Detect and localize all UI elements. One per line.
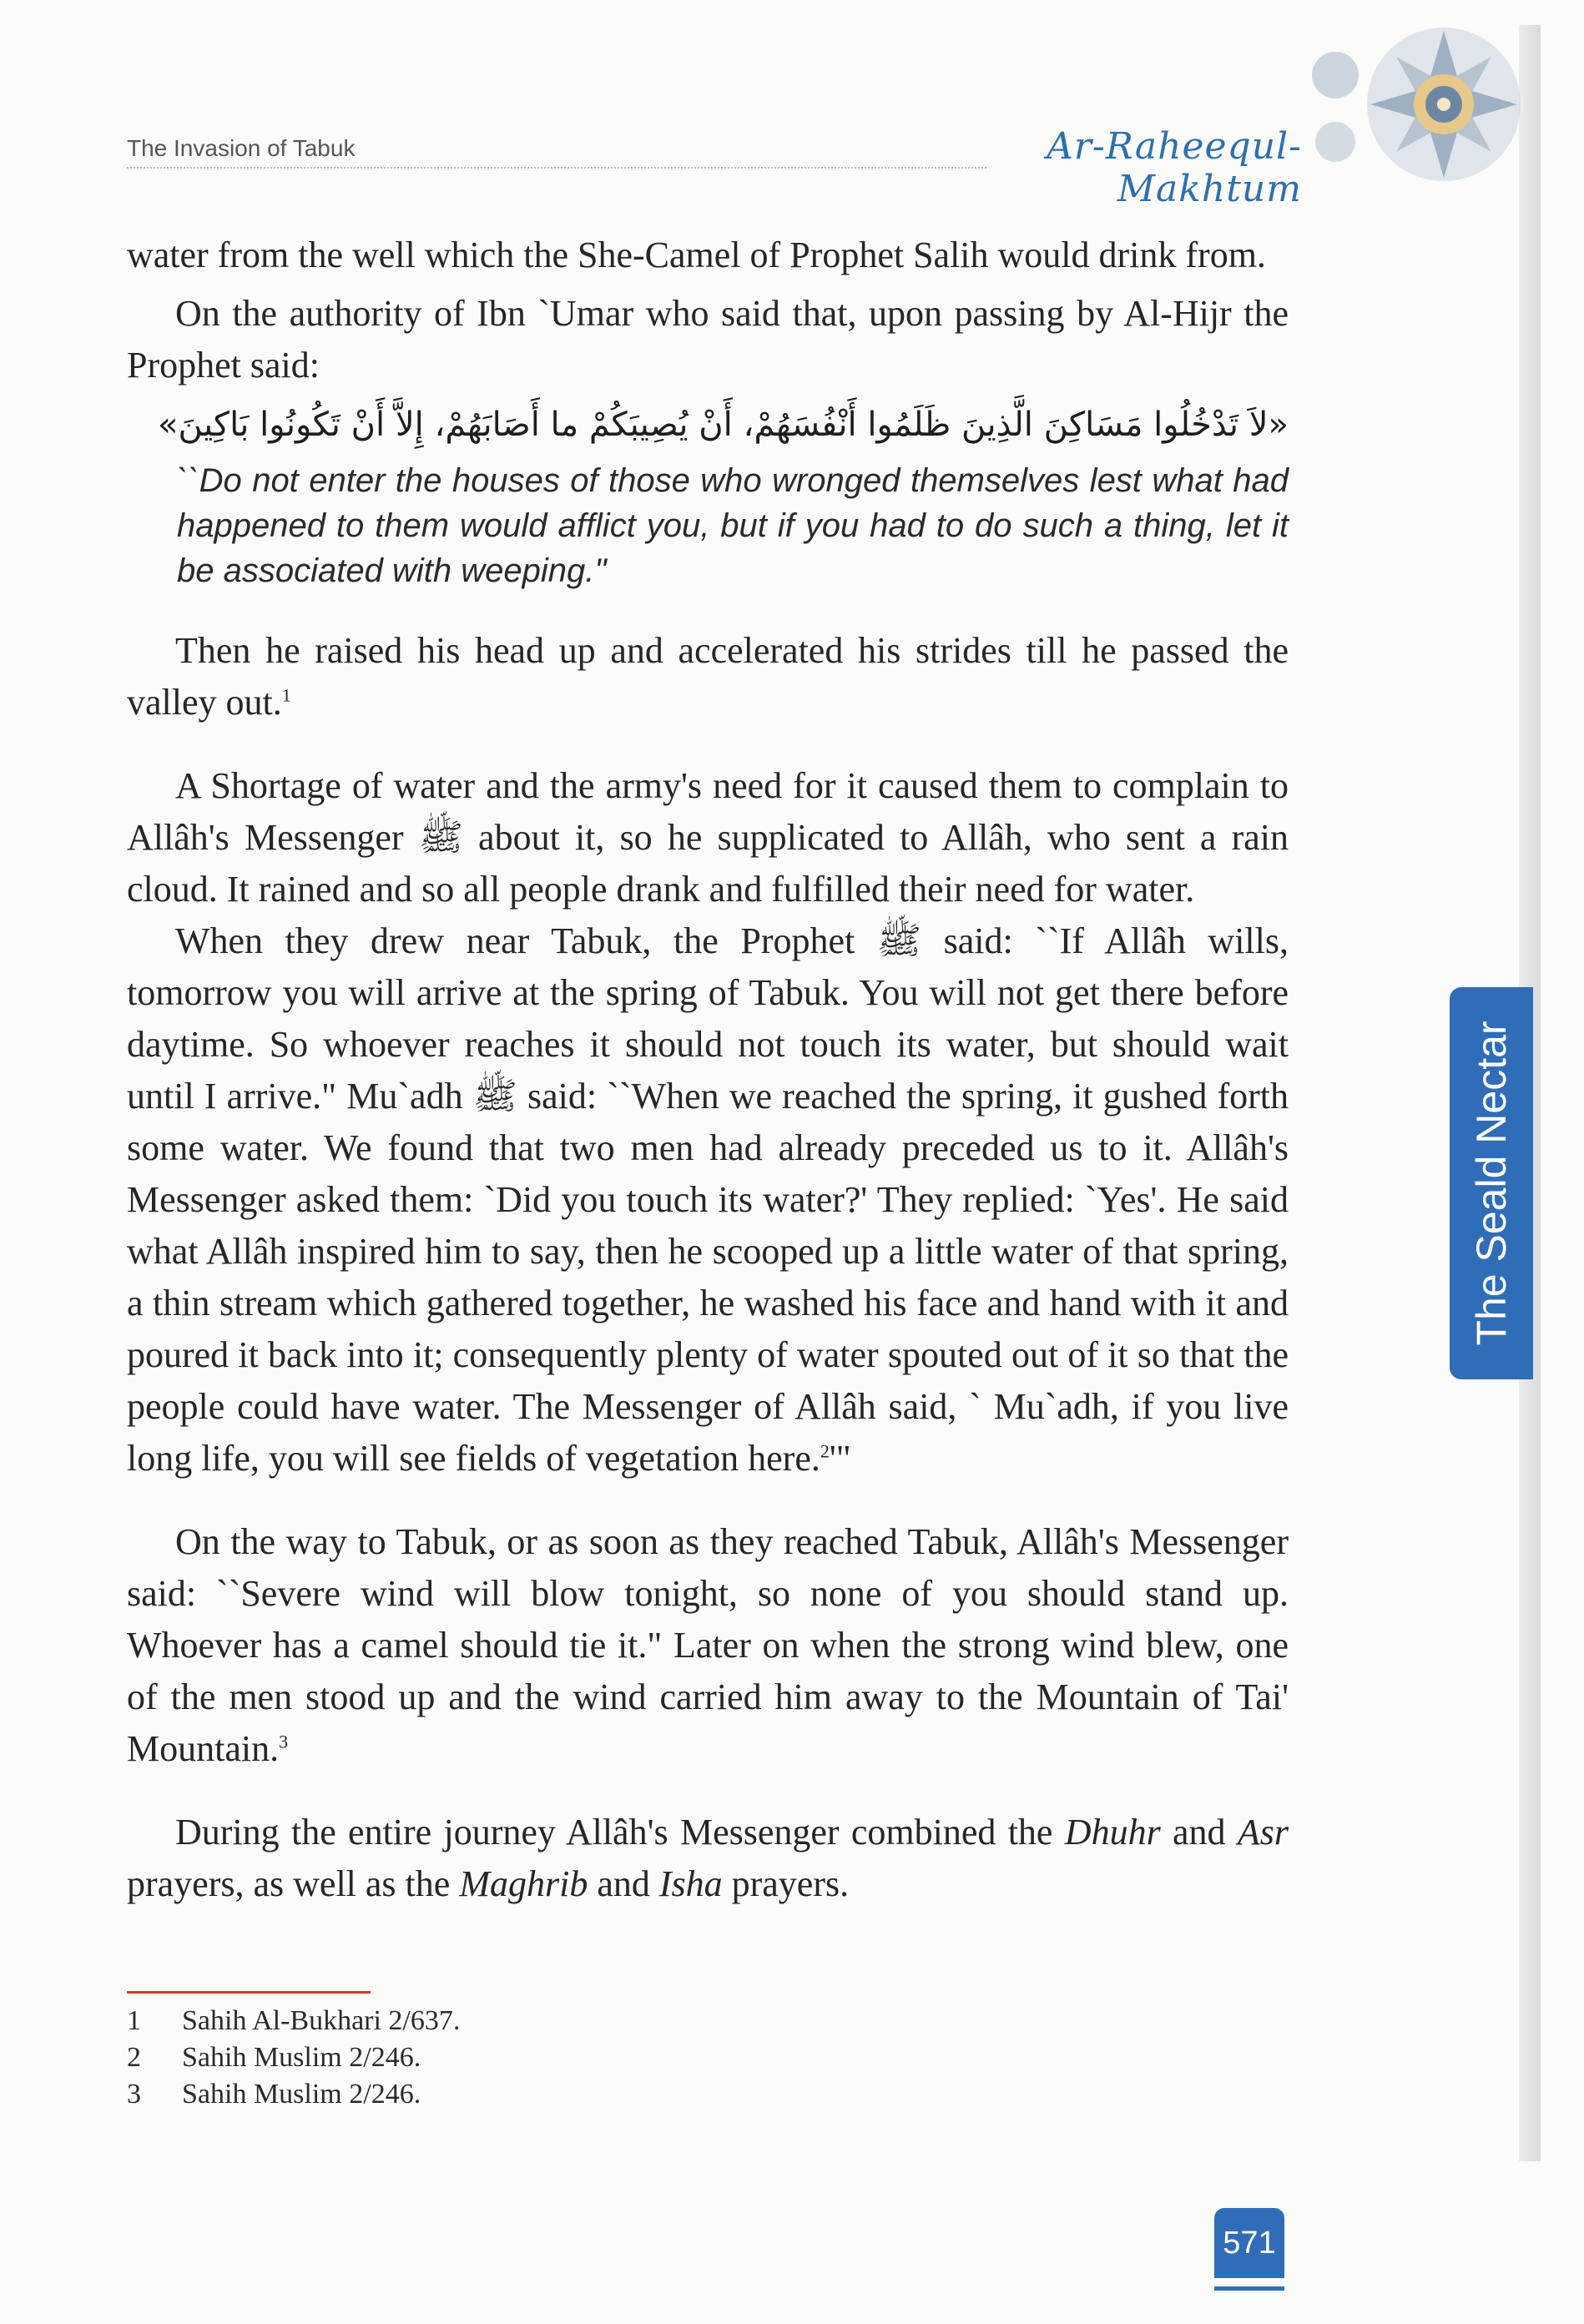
footnotes xyxy=(127,2003,460,2113)
term-asr: Asr xyxy=(1237,1812,1289,1853)
paragraph xyxy=(127,915,1289,1485)
paragraph xyxy=(127,1516,1289,1775)
footnote-separator xyxy=(127,1991,371,1994)
running-header-book-title: Ar-Raheequl-Makhtum xyxy=(1047,125,1302,210)
term-isha: Isha xyxy=(658,1863,723,1904)
page-number-underline xyxy=(1214,2286,1284,2291)
page-number: 571 xyxy=(1214,2208,1284,2278)
footnote-number: 3 xyxy=(127,2079,141,2110)
term-dhuhr: Dhuhr xyxy=(1064,1812,1161,1853)
footnote-number: 2 xyxy=(127,2042,141,2073)
paragraph-text: When they drew near Tabuk, the Prophet ﷺ said: ``If Allâh wills, tomorrow you will arrive at the spring of Tabuk. You will not get there before daytime. So whoever reaches it should not touch its water, but should wait until I arrive." Mu`adh ﷺ said: ``When we reached the spring, it gushed forth some water. We found that two men had already preceded us to it. Allâh's Messenger asked them: `Did you touch its water?' They replied: `Yes'. He said what Allâh inspired him to say, then he scooped up a little water of that spring, a thin stream which gathered together, he washed his face and hand with it and poured it back into it; consequently plenty of water spouted out of it so that the people could have water. The Messenger of Allâh said, ` Mu`adh, if you live long life, you will see fields of vegetation here. xyxy=(127,920,1289,1479)
running-header-chapter: The Invasion of Tabuk xyxy=(127,135,356,161)
footnote-number: 1 xyxy=(127,2005,141,2036)
paragraph-text: During the entire journey Allâh's Messenger combined the xyxy=(175,1812,1065,1853)
paragraph xyxy=(127,1807,1289,1910)
footnote-text: Sahih Muslim 2/246. xyxy=(182,2042,421,2073)
footnote-item xyxy=(127,2003,460,2039)
hadith-translation: ``Do not enter the houses of those who wronged themselves lest what had happened to them would afflict you, but if you had to do such a thing, let it be associated with weeping." xyxy=(177,462,1289,589)
footnote-text: Sahih Al-Bukhari 2/637. xyxy=(182,2005,461,2036)
footnote-ref[interactable]: 2 xyxy=(820,1440,830,1462)
arabic-hadith: «لاَ تَدْخُلُوا مَسَاكِنَ الَّذِينَ ظَلَمُوا أَنْفُسَهُمْ، أَنْ يُصِيبَكُمْ ما أَصَابَهُمْ، إِلاَّ أَنْ تَكُونُوا بَاكِينَ» xyxy=(158,406,1289,444)
footnote-ref[interactable]: 1 xyxy=(281,684,291,706)
paragraph-text: prayers. xyxy=(722,1863,850,1904)
header-dotted-rule xyxy=(127,167,986,169)
section-side-tab xyxy=(1450,987,1533,1379)
paragraph-text: and xyxy=(588,1863,659,1904)
paragraph: water from the well which the She-Camel of Prophet Salih would drink from. xyxy=(127,234,1266,275)
footnote-text: Sahih Muslim 2/246. xyxy=(182,2079,421,2110)
footnote-item xyxy=(127,2076,460,2113)
side-tab-label: The Seald Nectar xyxy=(1468,1021,1515,1346)
term-maghrib: Maghrib xyxy=(459,1863,588,1904)
closing-quote: '" xyxy=(829,1438,851,1479)
paragraph-text: On the way to Tabuk, or as soon as they reached Tabuk, Allâh's Messenger said: ``Severe wind will blow tonight, so none of you should stand up. Whoever has a camel should tie it." Later on when the strong wind blew, one of the men stood up and the wind carried him away to the Mountain of Tai' Mountain. xyxy=(127,1521,1289,1769)
paragraph xyxy=(127,625,1289,728)
paragraph: On the authority of Ibn `Umar who said that, upon passing by Al-Hijr the Prophet said: xyxy=(127,293,1289,386)
arabesque-ornament-icon xyxy=(1302,25,1544,200)
paragraph-text: Then he raised his head up and accelerated his strides till he passed the valley out. xyxy=(127,630,1289,723)
body-text xyxy=(127,229,1289,1910)
footnote-item xyxy=(127,2039,460,2076)
paragraph: A Shortage of water and the army's need for it caused them to complain to Allâh's Messenger ﷺ about it, so he supplicated to Allâh, who sent a rain cloud. It rained and so all people drank and fulfilled their need for water. xyxy=(127,765,1289,910)
paragraph-text: and xyxy=(1160,1812,1238,1853)
paragraph-text: prayers, as well as the xyxy=(127,1863,460,1904)
footnote-ref[interactable]: 3 xyxy=(279,1731,289,1752)
